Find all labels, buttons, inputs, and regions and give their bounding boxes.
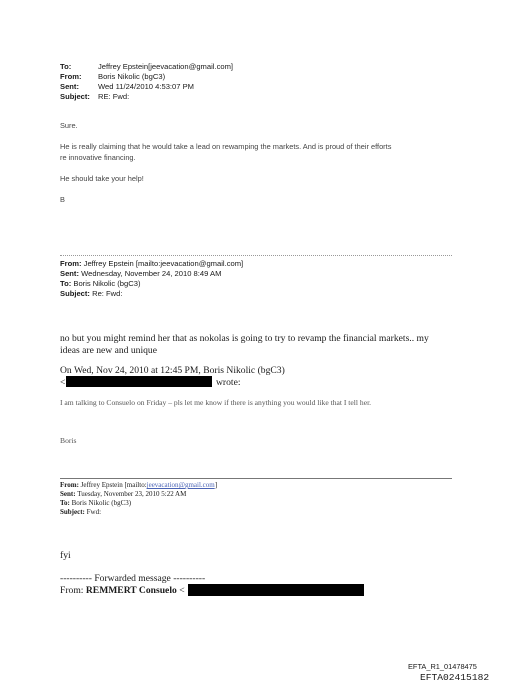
from-label: From: (60, 72, 82, 81)
email3-from-row (60, 481, 217, 490)
email3-from-suffix: ] (214, 481, 218, 489)
email3-to-row (60, 499, 131, 508)
reply-header (60, 62, 280, 102)
email3-subject-value: Fwd: (86, 508, 102, 516)
reply-signoff: B (60, 195, 65, 204)
email2-subject-row (60, 289, 122, 299)
email3-sent-label: Sent: (60, 490, 76, 498)
email2-sent-label: Sent: (60, 269, 79, 278)
email3-body-from-label: From: (60, 585, 84, 596)
email3-to-label: To: (60, 499, 70, 507)
sent-value: Wed 11/24/2010 4:53:07 PM (98, 82, 194, 91)
separator-solid (60, 478, 452, 479)
to-row (60, 62, 280, 72)
quote-text: I am talking to Consuelo on Friday – pls let me know if there is anything you would like that I tell her. (60, 398, 372, 407)
subject-row (60, 92, 280, 102)
email3-forwarded: ---------- Forwarded message ---------- (60, 573, 206, 584)
email3-body-from-name: REMMERT Consuelo (85, 585, 177, 596)
quote-wrote: wrote: (216, 377, 241, 388)
email2-to-row (60, 279, 140, 289)
email3-subject-label: Subject: (60, 508, 85, 516)
email3-sent-row (60, 490, 186, 499)
bates-number-1: EFTA_R1_01478475 (408, 662, 477, 671)
quote-lt: < (60, 377, 66, 388)
redaction-box-2 (188, 584, 364, 596)
separator-dotted (60, 255, 452, 256)
email3-from-label: From: (60, 481, 79, 489)
email2-subject-label: Subject: (60, 289, 90, 298)
reply-line-3: re innovative financing. (60, 153, 136, 162)
email2-sent-value: Wednesday, November 24, 2010 8:49 AM (81, 269, 222, 278)
subject-label: Subject: (60, 92, 90, 101)
quote-line-1: On Wed, Nov 24, 2010 at 12:45 PM, Boris Nikolic (bgC3) (60, 365, 285, 376)
email2-line-1: no but you might remind her that as nokolas is going to try to revamp the financial markets.. my (60, 333, 429, 344)
to-value: Jeffrey Epstein[jeevacation@gmail.com] (98, 62, 234, 71)
sent-label: Sent: (60, 82, 79, 91)
email3-to-value: Boris Nikolic (bgC3) (71, 499, 132, 507)
email2-subject-value: Re: Fwd: (92, 289, 123, 298)
quote-signoff: Boris (60, 436, 77, 445)
subject-value: RE: Fwd: (98, 92, 130, 101)
email2-from-label: From: (60, 259, 82, 268)
email2-to-value: Boris Nikolic (bgC3) (73, 279, 141, 288)
email3-from-line (60, 585, 185, 596)
email3-from-prefix: Jeffrey Epstein [mailto: (80, 481, 147, 489)
reply-line-2: He is really claiming that he would take a lead on rewamping the markets. And is proud of their efforts (60, 142, 392, 151)
from-value: Boris Nikolic (bgC3) (98, 72, 166, 81)
sent-row (60, 82, 280, 92)
email2-to-label: To: (60, 279, 72, 288)
email3-body-lt: < (179, 585, 185, 596)
email3-sent-value: Tuesday, November 23, 2010 5:22 AM (77, 490, 187, 498)
from-row (60, 72, 280, 82)
email2-from-value: Jeffrey Epstein [mailto:jeevacation@gmail.com] (83, 259, 244, 268)
email2-line-2: ideas are new and unique (60, 345, 157, 356)
reply-line-4: He should take your help! (60, 174, 144, 183)
email2-from-row (60, 259, 243, 269)
reply-line-1: Sure. (60, 121, 78, 130)
email3-subject-row (60, 508, 101, 517)
email3-fyi: fyi (60, 550, 71, 561)
to-label: To: (60, 62, 72, 71)
email3-from-link[interactable]: jeevacation@gmail.com (146, 481, 215, 489)
email2-sent-row (60, 269, 221, 279)
bates-number-2: EFTA02415182 (420, 672, 490, 683)
redaction-box (66, 376, 212, 387)
